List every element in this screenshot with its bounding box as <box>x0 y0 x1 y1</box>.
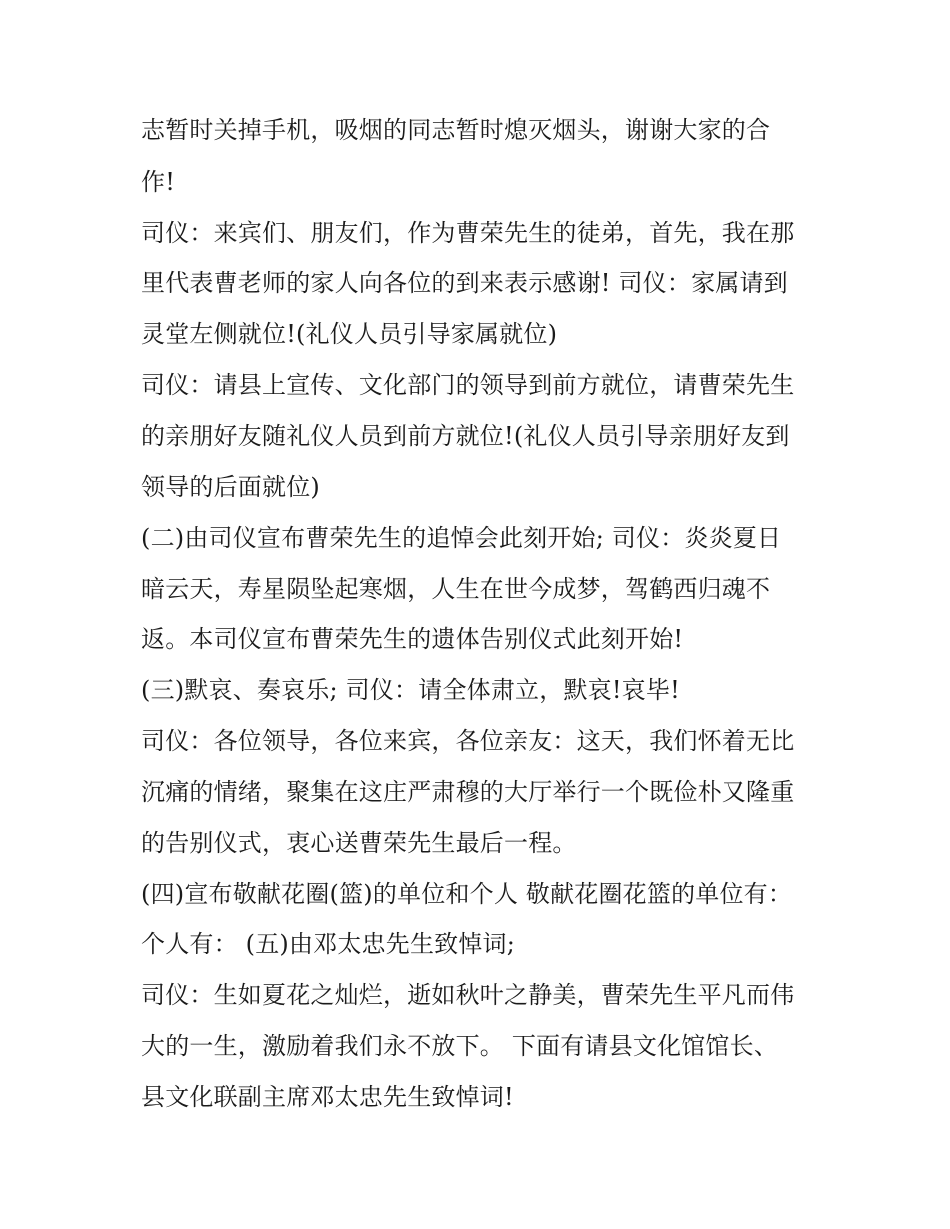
text-line: 个人有： (五)由邓太忠先生致悼词; <box>141 930 516 958</box>
text-line: 里代表曹老师的家人向各位的到来表示感谢! 司仪：家属请到 <box>141 269 788 297</box>
text-line: (二)由司仪宣布曹荣先生的追悼会此刻开始; 司仪：炎炎夏日 <box>141 524 782 552</box>
text-line: 的告别仪式，衷心送曹荣先生最后一程。 <box>141 829 577 857</box>
text-line: 返。本司仪宣布曹荣先生的遗体告别仪式此刻开始! <box>141 625 684 653</box>
text-line: 大的一生，激励着我们永不放下。 下面有请县文化馆馆长、 <box>141 1032 779 1060</box>
text-line: 县文化联副主席邓太忠先生致悼词! <box>141 1083 514 1111</box>
text-line: 沉痛的情绪，聚集在这庄严肃穆的大厅举行一个既俭朴又隆重 <box>141 778 795 806</box>
text-line: 领导的后面就位) <box>141 473 320 501</box>
text-line: 司仪：生如夏花之灿烂，逝如秋叶之静美，曹荣先生平凡而伟 <box>141 981 795 1009</box>
text-line: 司仪：请县上宣传、文化部门的领导到前方就位，请曹荣先生 <box>141 371 795 399</box>
text-line: 暗云天，寿星陨坠起寒烟，人生在世今成梦，驾鹤西归魂不 <box>141 575 771 603</box>
text-line: 灵堂左侧就位!(礼仪人员引导家属就位) <box>141 320 558 348</box>
text-line: 的亲朋好友随礼仪人员到前方就位!(礼仪人员引导亲朋好友到 <box>141 422 790 450</box>
text-line: (三)默哀、奏哀乐; 司仪：请全体肃立，默哀!哀毕! <box>141 676 680 704</box>
text-line: 司仪：来宾们、朋友们，作为曹荣先生的徒弟，首先，我在那 <box>141 219 795 247</box>
text-line: 志暂时关掉手机，吸烟的同志暂时熄灭烟头，谢谢大家的合 <box>141 116 771 144</box>
text-line: (四)宣布敬献花圈(篮)的单位和个人 敬献花圈花篮的单位有： <box>141 880 793 908</box>
text-line: 作! <box>141 168 176 196</box>
text-line: 司仪：各位领导，各位来宾，各位亲友：这天，我们怀着无比 <box>141 727 795 755</box>
